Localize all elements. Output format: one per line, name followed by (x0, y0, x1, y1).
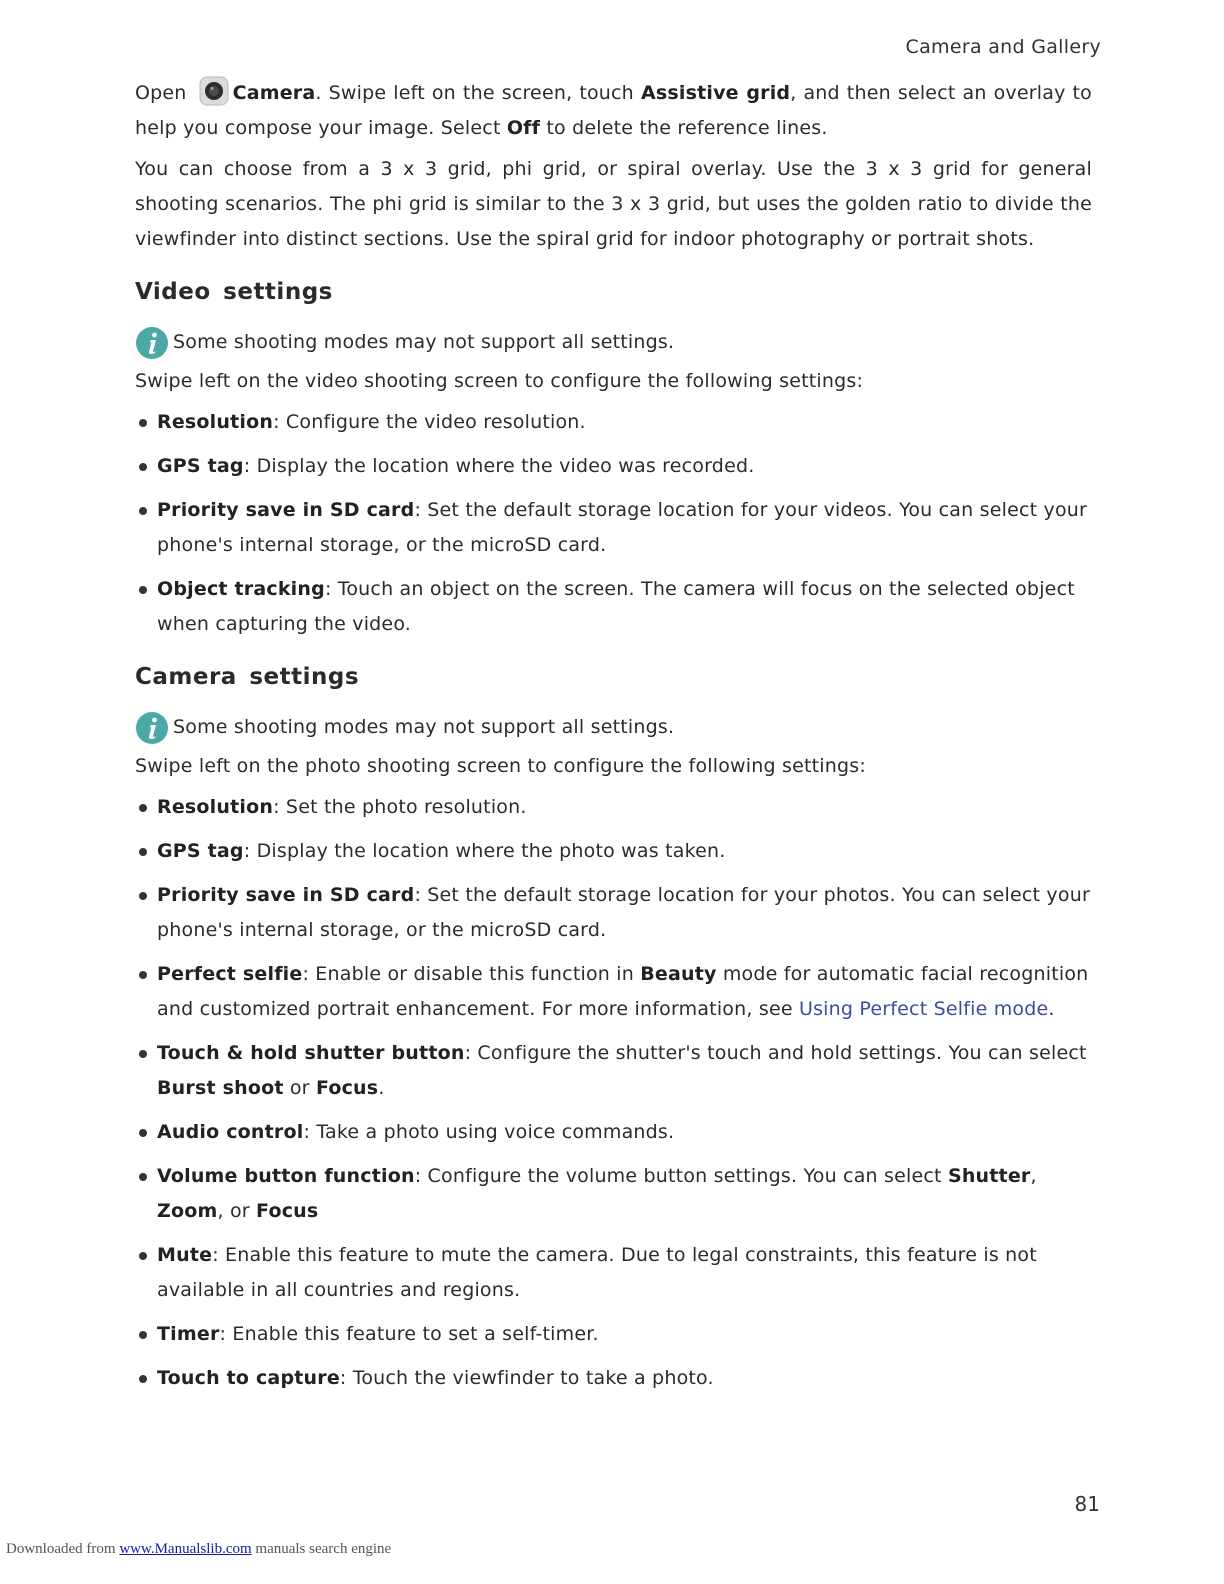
item-desc: : Configure the volume button settings. You can select (414, 1165, 948, 1187)
item-term: GPS tag (157, 840, 244, 862)
list-item (135, 572, 1092, 642)
footer-suffix: manuals search engine (251, 1541, 392, 1557)
camera-settings-list (135, 790, 1092, 1396)
camera-note (135, 710, 1092, 745)
item-term: Volume button function (157, 1165, 415, 1187)
item-desc: : Display the location where the photo was taken. (243, 840, 726, 862)
list-item (135, 1361, 1092, 1396)
info-icon (135, 711, 169, 745)
item-desc: . (378, 1077, 385, 1099)
item-desc: : Configure the shutter's touch and hold settings. You can select (464, 1042, 1087, 1064)
item-desc: mode for automatic facial recognition and customized portrait enhancement. For more information, see (157, 963, 1089, 1020)
item-desc: : Set the photo resolution. (273, 796, 527, 818)
manualslib-link[interactable]: www.Manualslib.com (119, 1541, 252, 1557)
camera-app-icon (199, 76, 229, 106)
item-desc: : Touch the viewfinder to take a photo. (339, 1367, 714, 1389)
video-settings-heading: Video settings (135, 279, 333, 305)
item-term: Object tracking (157, 578, 325, 600)
item-desc: : Display the location where the video was recorded. (243, 455, 755, 477)
item-term: Audio control (157, 1121, 304, 1143)
off-term: Off (506, 117, 541, 139)
item-term: Resolution (157, 796, 274, 818)
item-desc: : Set the default storage location for your photos. You can select your phone's internal storage, or the microSD card. (157, 884, 1090, 941)
video-settings-list (135, 405, 1092, 642)
download-footer (6, 1541, 391, 1558)
page-content (135, 76, 1092, 1405)
video-lead: Swipe left on the video shooting screen to configure the following settings: (135, 370, 864, 392)
list-item (135, 1036, 1092, 1106)
focus-term: Focus (256, 1200, 319, 1222)
item-term: Mute (157, 1244, 213, 1266)
list-item (135, 957, 1092, 1027)
item-desc: : Enable or disable this function in (302, 963, 641, 985)
item-term: Resolution (157, 411, 274, 433)
info-icon (135, 326, 169, 360)
item-desc: : Configure the video resolution. (273, 411, 586, 433)
intro-text-3: to delete the reference lines. (540, 117, 828, 139)
intro-text-2: , and then select an overlay to help you compose your image. Select (135, 82, 1092, 139)
item-term: Timer (157, 1323, 220, 1345)
focus-term: Focus (315, 1077, 379, 1099)
intro-paragraph-2: You can choose from a 3 x 3 grid, phi grid, or spiral overlay. Use the 3 x 3 grid for general shooting scenarios. The phi grid is similar to the 3 x 3 grid, but uses the golden ratio to divide the viewfinder into distinct sections. Use the spiral grid for indoor photography or portrait shots. (135, 158, 1092, 250)
item-term: Touch to capture (157, 1367, 340, 1389)
list-item (135, 1238, 1092, 1308)
video-note (135, 325, 1092, 360)
zoom-term: Zoom (157, 1200, 218, 1222)
item-desc: : Take a photo using voice commands. (303, 1121, 675, 1143)
list-item (135, 1159, 1092, 1229)
list-item (135, 493, 1092, 563)
item-term: Touch & hold shutter button (157, 1042, 465, 1064)
camera-settings-heading: Camera settings (135, 664, 360, 690)
intro-paragraph-1 (135, 76, 1092, 146)
item-desc: , or (217, 1200, 257, 1222)
item-term: Perfect selfie (157, 963, 303, 985)
footer-prefix: Downloaded from (6, 1541, 120, 1557)
list-item (135, 405, 1092, 440)
camera-term: Camera (232, 82, 316, 104)
list-item (135, 1317, 1092, 1352)
item-desc: . (1048, 998, 1055, 1020)
camera-note-text: Some shooting modes may not support all settings. (173, 716, 675, 738)
list-item (135, 449, 1092, 484)
perfect-selfie-link[interactable]: Using Perfect Selfie mode (798, 998, 1049, 1020)
assistive-grid-term: Assistive grid (640, 82, 791, 104)
open-text: Open (135, 82, 187, 104)
item-desc: , (1030, 1165, 1037, 1187)
video-note-text: Some shooting modes may not support all settings. (173, 331, 675, 353)
item-desc: : Enable this feature to mute the camera. Due to legal constraints, this feature is not available in all countries and regions. (157, 1244, 1037, 1301)
list-item (135, 834, 1092, 869)
item-desc: : Set the default storage location for your videos. You can select your phone's internal storage, or the microSD card. (157, 499, 1088, 556)
list-item (135, 1115, 1092, 1150)
list-item (135, 878, 1092, 948)
list-item (135, 790, 1092, 825)
item-desc: : Enable this feature to set a self-timer. (219, 1323, 599, 1345)
camera-lead: Swipe left on the photo shooting screen to configure the following settings: (135, 755, 866, 777)
section-header: Camera and Gallery (905, 36, 1101, 58)
page-number: 81 (1074, 1492, 1100, 1516)
burst-shoot-term: Burst shoot (157, 1077, 284, 1099)
beauty-term: Beauty (640, 963, 717, 985)
item-desc: or (283, 1077, 316, 1099)
shutter-term: Shutter (947, 1165, 1031, 1187)
item-term: Priority save in SD card (157, 499, 415, 521)
item-term: GPS tag (157, 455, 244, 477)
intro-text-1: . Swipe left on the screen, touch (315, 82, 641, 104)
item-desc: : Touch an object on the screen. The camera will focus on the selected object when capturing the video. (157, 578, 1075, 635)
item-term: Priority save in SD card (157, 884, 415, 906)
